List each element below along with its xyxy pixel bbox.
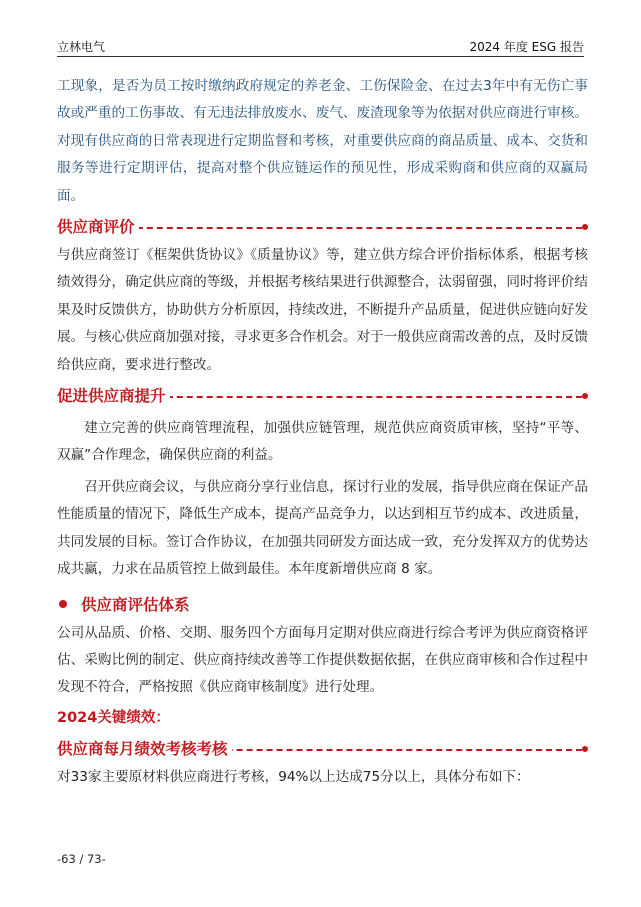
kpi-title: 2024关键绩效：: [57, 709, 170, 726]
section-title-evaluation: 供应商评价: [57, 215, 139, 237]
monthly-paragraph: 对33家主要原材料供应商进行考核，94%以上达成75分以上，具体分布如下：: [57, 768, 530, 785]
divider-dot-icon: [582, 393, 588, 399]
page-content: [57, 73, 588, 791]
section-heading-improvement: [57, 381, 588, 411]
section-title-improvement: 促进供应商提升: [57, 384, 170, 406]
page-number: -63 / 73-: [57, 852, 106, 866]
improvement-paragraph-1: 建立完善的供应商管理流程，加强供应链管理，规范供应商资质审核，坚持“平等、双赢”合作理念，确保供应商的利益。: [57, 420, 588, 464]
evaluation-paragraph: 与供应商签订《框架供货协议》《质量协议》等，建立供方综合评价指标体系，根据考核绩效得分，确定供应商的等级，并根据考核结果进行供源整合，汰弱留强，同时将评价结果及时反馈供方，协助供方分析原因，持续改进，不断提升产品质量，促进供应链向好发展。与核心供应商加强对接，寻求更多合作机会。对于一般供应商需改善的点，及时反馈给供应商，要求进行整改。: [57, 247, 588, 373]
section-title-monthly: 供应商每月绩效考核考核: [57, 737, 232, 759]
page-header: [57, 34, 584, 57]
intro-paragraph: 工现象，是否为员工按时缴纳政府规定的养老金、工伤保险金、在过去3年中有无伤亡事故或严重的工伤事故、有无违法排放废水、废气、废渣现象等为依据对供应商进行审核。对现有供应商的日常表现进行定期监督和考核，对重要供应商的商品质量、成本、交货和服务等进行定期评估，提高对整个供应链运作的预见性，形成采购商和供应商的双赢局面。: [57, 78, 588, 204]
improvement-paragraph-2: 召开供应商会议，与供应商分享行业信息，探讨行业的发展，指导供应商在保证产品性能质量的情况下，降低生产成本，提高产品竞争力，以达到相互节约成本、改进质量，共同发展的目标。签订合作协议，在加强共同研发方面达成一致，充分发挥双方的优势达成共赢，力求在品质管控上做到最佳。本年度新增供应商 8 家。: [57, 478, 588, 578]
company-name: 立林电气: [57, 40, 106, 54]
section-title-assessment: 供应商评估体系: [81, 595, 190, 614]
section-heading-evaluation: [57, 212, 588, 242]
report-title: 2024 年度 ESG 报告: [469, 40, 584, 54]
section-heading-assessment: [57, 590, 588, 620]
bullet-icon: [59, 600, 67, 608]
section-heading-monthly: [57, 734, 588, 764]
assessment-paragraph: 公司从品质、价格、交期、服务四个方面每月定期对供应商进行综合考评为供应商资格评估、采购比例的制定、供应商持续改善等工作提供数据依据，在供应商审核和合作过程中发现不符合，严格按照《供应商审核制度》进行处理。: [57, 624, 588, 696]
divider-dot-icon: [582, 224, 588, 230]
divider-dot-icon: [582, 746, 588, 752]
